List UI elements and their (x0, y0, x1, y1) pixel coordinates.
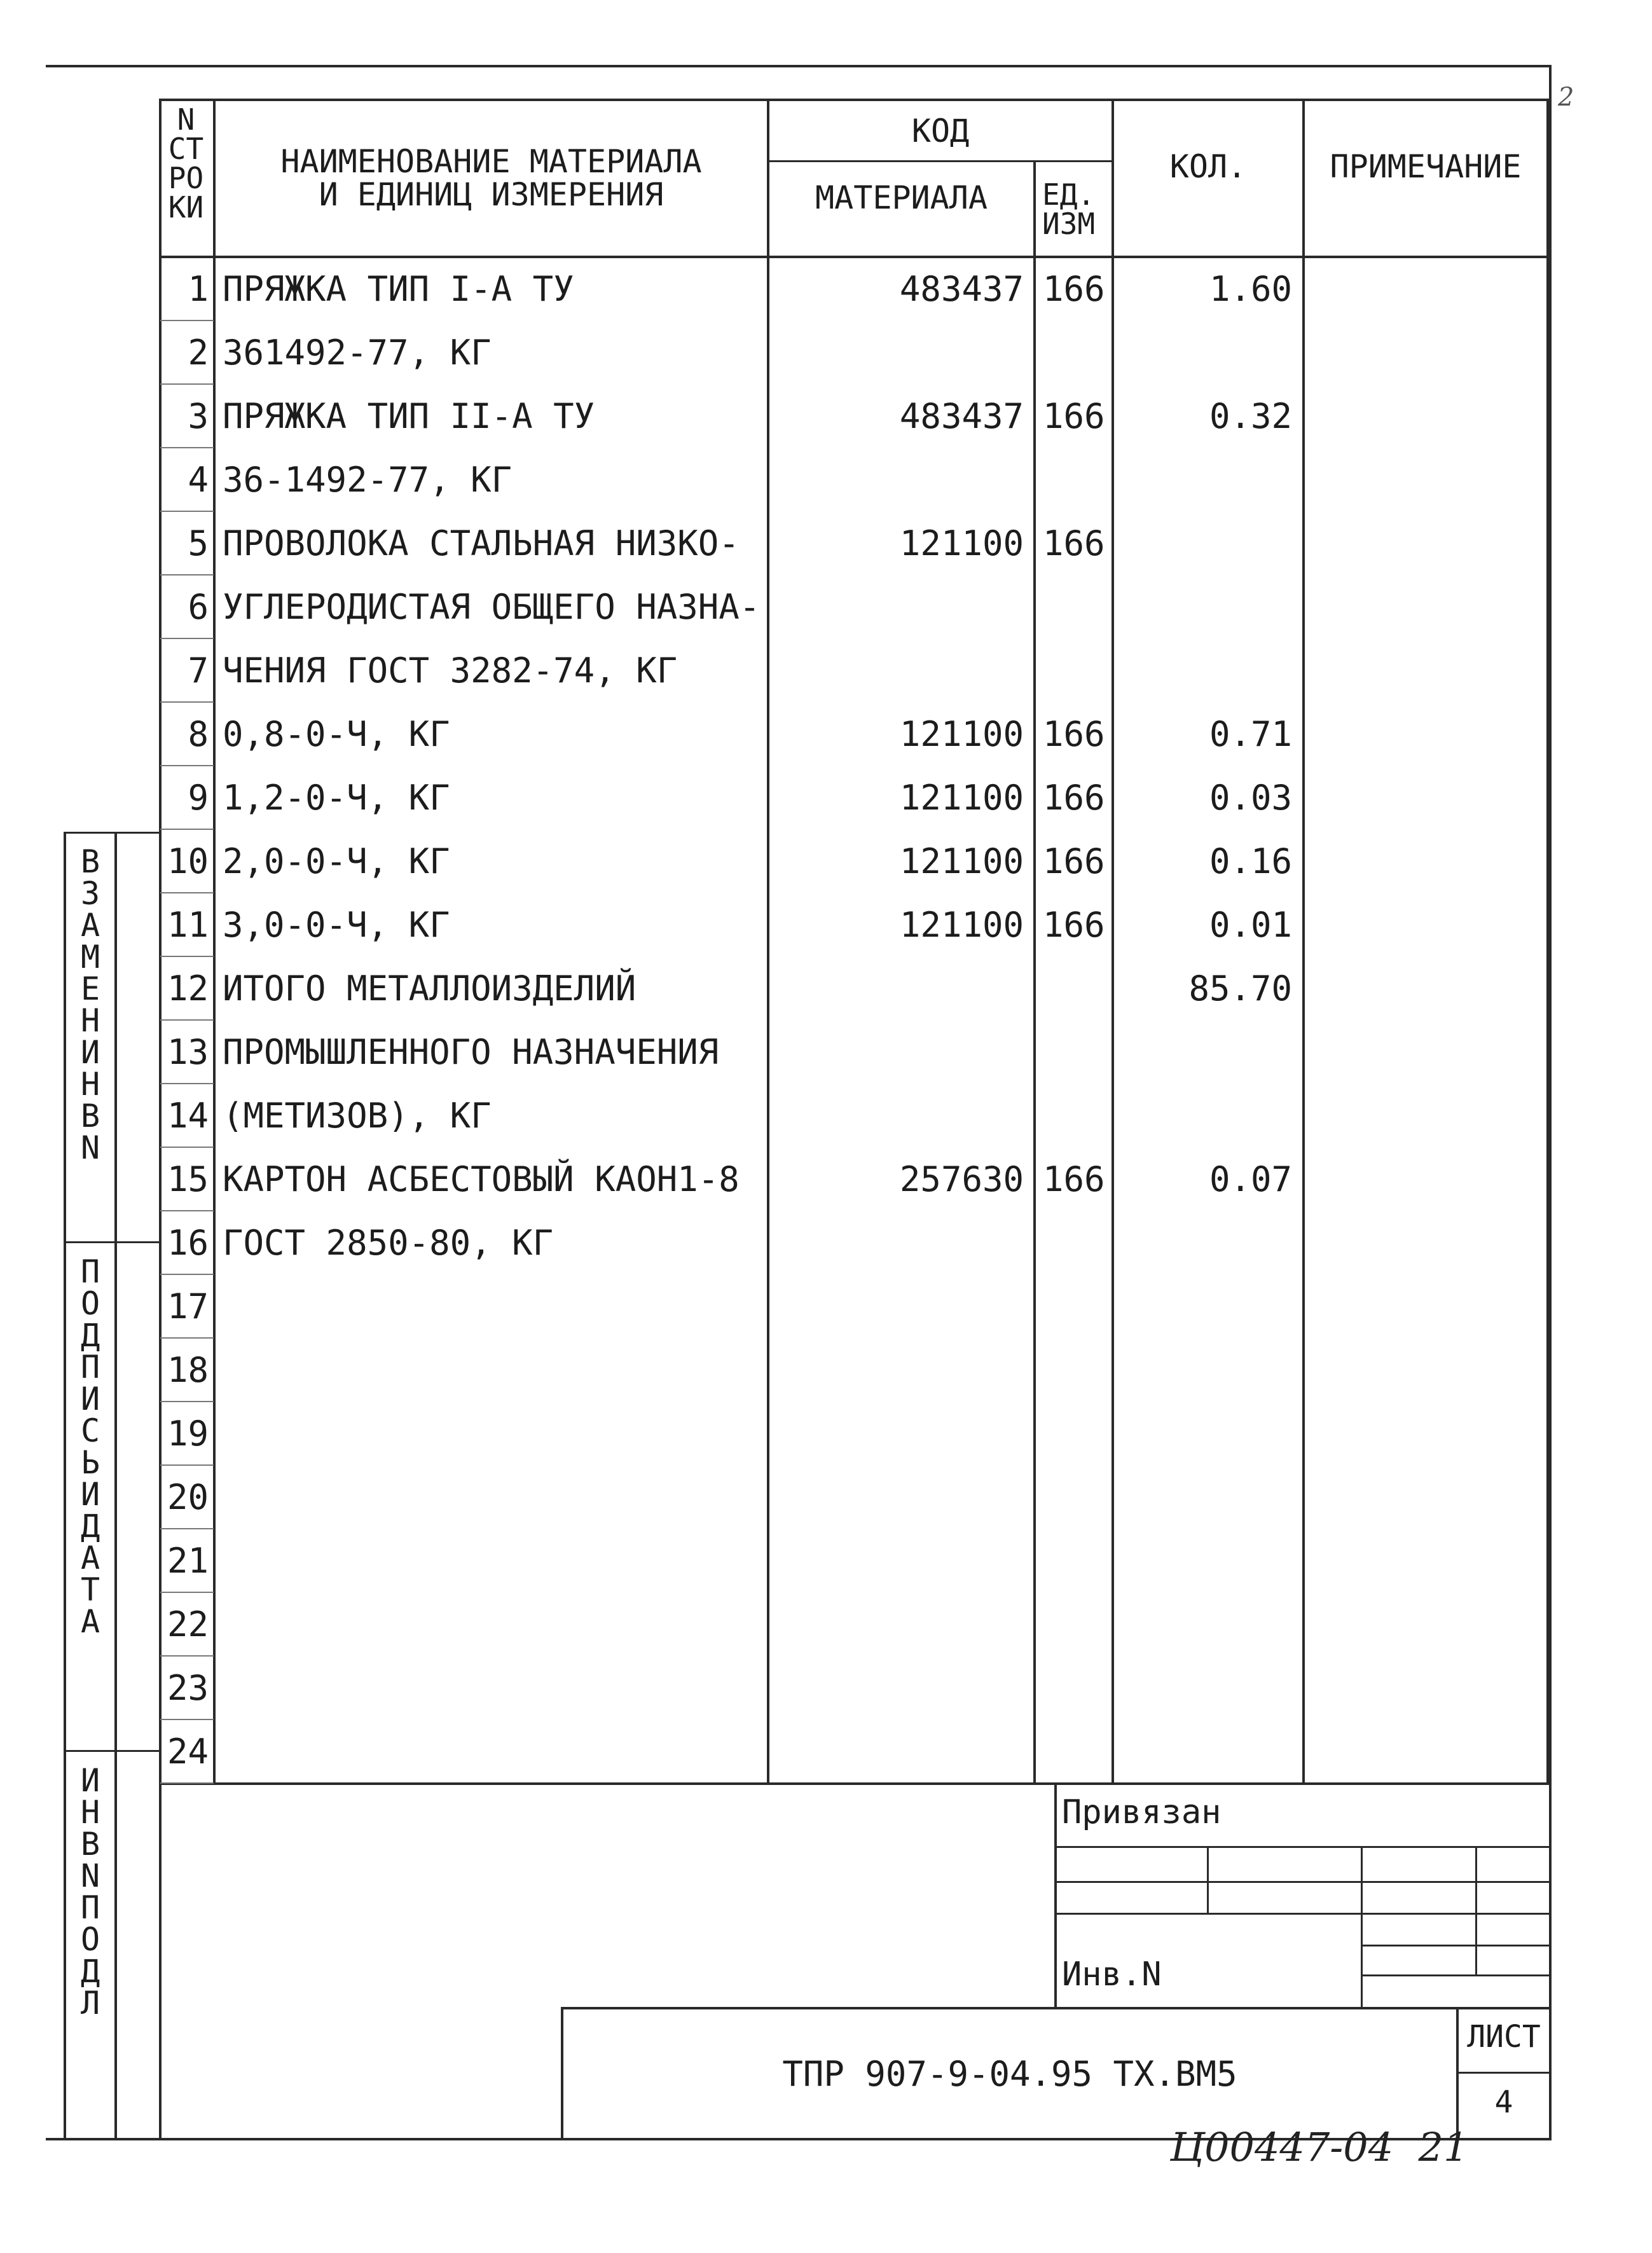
row-quantity: 0.07 (1209, 1159, 1292, 1199)
row-material-name: 2,0-0-Ч, КГ (223, 841, 450, 881)
row-material-name: ПРОМЫШЛЕННОГО НАЗНАЧЕНИЯ (223, 1032, 719, 1072)
row-number: 18 (167, 1350, 209, 1390)
row-material-name (223, 1339, 763, 1402)
row-quantity (1114, 1466, 1292, 1529)
row-unit (1043, 1657, 1110, 1720)
row-number: 10 (167, 841, 209, 881)
row-material-code (769, 1657, 1024, 1720)
stamp-vert-1 (1054, 1782, 1057, 2009)
row-material-code (769, 321, 1024, 385)
stamp-sheet-number: 4 (1494, 2084, 1513, 2120)
header-unit: ЕД. ИЗМ (1042, 177, 1096, 241)
row-number: 6 (188, 587, 209, 627)
row-unit (1043, 1275, 1110, 1339)
side-strip-mid (114, 832, 117, 2140)
row-quantity (1114, 1084, 1292, 1148)
side-label-sign-date: ПОДПИСЬ И ДАТА (80, 1253, 100, 1640)
row-unit (1043, 1084, 1110, 1148)
row-unit: 166 (1043, 841, 1105, 881)
row-material-name: ПРОВОЛОКА СТАЛЬНАЯ НИЗКО- (223, 523, 740, 563)
col-line-3 (1033, 160, 1036, 1784)
row-unit (1043, 1529, 1110, 1593)
row-material-name (223, 1593, 763, 1657)
row-material-name: ГОСТ 2850-80, КГ (223, 1223, 554, 1263)
row-material-code (769, 1593, 1024, 1657)
row-material-name: ЧЕНИЯ ГОСТ 3282-74, КГ (223, 651, 678, 691)
row-quantity: 0.01 (1209, 905, 1292, 945)
stamp-v-a (1207, 1846, 1209, 1913)
row-material-code: 483437 (899, 269, 1024, 309)
row-quantity (1114, 1402, 1292, 1466)
row-number: 13 (167, 1032, 209, 1072)
row-unit (1043, 1593, 1110, 1657)
row-material-code: 483437 (899, 396, 1024, 436)
row-separator (160, 1782, 214, 1784)
row-number: 20 (167, 1477, 209, 1517)
stamp-bound-label: Привязан (1062, 1793, 1222, 1831)
row-unit: 166 (1043, 905, 1105, 945)
row-number: 5 (188, 523, 209, 563)
row-material-name: 0,8-0-Ч, КГ (223, 714, 450, 754)
row-material-name: ПРЯЖКА ТИП I-А ТУ (223, 269, 574, 309)
col-line-1 (213, 99, 216, 1784)
row-quantity (1114, 448, 1292, 512)
row-unit (1043, 321, 1110, 385)
side-strip-div-2 (64, 1750, 162, 1752)
table-top-border (159, 99, 1549, 101)
row-material-name (223, 1657, 763, 1720)
row-quantity (1114, 1339, 1292, 1402)
side-strip-div-1 (64, 1241, 162, 1243)
row-material-code: 121100 (899, 523, 1024, 563)
row-quantity (1114, 639, 1292, 703)
row-material-name (223, 1402, 763, 1466)
row-quantity (1114, 321, 1292, 385)
stamp-h-4 (1361, 1945, 1549, 1946)
row-material-name (223, 1275, 763, 1339)
row-quantity: 0.03 (1209, 778, 1292, 818)
row-unit (1043, 1339, 1110, 1402)
row-material-code (769, 1402, 1024, 1466)
row-unit (1043, 1466, 1110, 1529)
row-unit: 166 (1043, 523, 1105, 563)
row-number: 23 (167, 1668, 209, 1708)
row-number: 19 (167, 1414, 209, 1454)
header-material-name: НАИМЕНОВАНИЕ МАТЕРИАЛА И ЕДИНИЦ ИЗМЕРЕНИЯ (280, 143, 702, 213)
side-strip-top (64, 832, 162, 834)
stamp-h-5 (1361, 1974, 1549, 1976)
row-material-code (769, 1529, 1024, 1593)
row-quantity (1114, 512, 1292, 575)
stamp-inv-number-label: Инв.N (1062, 1955, 1162, 1994)
row-number: 8 (188, 714, 209, 754)
row-number: 16 (167, 1223, 209, 1263)
row-unit: 166 (1043, 396, 1105, 436)
row-number: 2 (188, 333, 209, 373)
row-number: 14 (167, 1096, 209, 1136)
row-quantity: 1.60 (1209, 269, 1292, 309)
row-material-code (769, 1211, 1024, 1275)
top-rule (46, 65, 1550, 67)
row-material-code: 121100 (899, 841, 1024, 881)
stamp-v-b (1361, 1846, 1363, 2009)
row-number: 17 (167, 1286, 209, 1326)
row-quantity: 85.70 (1188, 968, 1292, 1009)
row-material-code: 121100 (899, 778, 1024, 818)
header-material-code: МАТЕРИАЛА (815, 179, 988, 216)
row-material-code: 257630 (899, 1159, 1024, 1199)
right-border (1549, 65, 1552, 2139)
header-row-number: N СТ РО КИ (168, 102, 204, 224)
row-material-code (769, 957, 1024, 1021)
row-quantity (1114, 1720, 1292, 1784)
stamp-sheet-label: ЛИСТ (1467, 2019, 1541, 2055)
row-quantity (1114, 1529, 1292, 1593)
row-unit (1043, 957, 1110, 1021)
row-unit (1043, 1211, 1110, 1275)
row-number: 11 (167, 905, 209, 945)
row-material-code: 121100 (899, 905, 1024, 945)
row-quantity: 0.16 (1209, 841, 1292, 881)
row-number: 3 (188, 396, 209, 436)
row-unit (1043, 448, 1110, 512)
row-material-code (769, 448, 1024, 512)
corner-page-mark: 2 (1558, 83, 1574, 112)
stamp-v-c (1475, 1846, 1477, 1976)
row-quantity (1114, 1211, 1292, 1275)
side-strip-left (64, 832, 66, 2140)
row-material-code (769, 1021, 1024, 1084)
row-unit (1043, 575, 1110, 639)
row-material-code: 121100 (899, 714, 1024, 754)
row-unit: 166 (1043, 1159, 1105, 1199)
row-quantity: 0.32 (1209, 396, 1292, 436)
row-unit (1043, 639, 1110, 703)
row-material-name: 361492-77, КГ (223, 333, 492, 373)
row-number: 4 (188, 460, 209, 500)
row-unit (1043, 1720, 1110, 1784)
row-material-code (769, 1084, 1024, 1148)
row-unit (1043, 1402, 1110, 1466)
row-unit (1043, 1021, 1110, 1084)
row-unit: 166 (1043, 778, 1105, 818)
header-code: КОД (911, 113, 970, 149)
row-quantity (1114, 1657, 1292, 1720)
handwritten-inventory-mark: Ц00447-04 21 (1170, 2124, 1469, 2170)
row-material-name: УГЛЕРОДИСТАЯ ОБЩЕГО НАЗНА- (223, 587, 761, 627)
row-material-name: (МЕТИЗОВ), КГ (223, 1096, 492, 1136)
row-material-name: 3,0-0-Ч, КГ (223, 905, 450, 945)
row-material-name: КАРТОН АСБЕСТОВЫЙ КАОН1-8 (223, 1159, 740, 1199)
row-quantity (1114, 575, 1292, 639)
stamp-main-top (561, 2007, 1549, 2009)
row-material-code (769, 575, 1024, 639)
header-quantity: КОЛ. (1169, 148, 1247, 185)
row-material-name: ИТОГО МЕТАЛЛОИЗДЕЛИЙ (223, 968, 637, 1009)
side-label-inv-orig: ИНВ N ПОДЛ (80, 1762, 100, 2022)
row-quantity: 0.71 (1209, 714, 1292, 754)
row-material-code (769, 1720, 1024, 1784)
row-number: 22 (167, 1604, 209, 1644)
row-quantity (1114, 1021, 1292, 1084)
row-unit: 166 (1043, 714, 1105, 754)
row-number: 21 (167, 1541, 209, 1581)
stamp-designation: ТПР 907-9-04.95 ТХ.ВМ5 (782, 2054, 1237, 2094)
header-note: ПРИМЕЧАНИЕ (1330, 148, 1522, 185)
row-quantity (1114, 1593, 1292, 1657)
row-material-name (223, 1720, 763, 1784)
row-unit: 166 (1043, 269, 1105, 309)
row-number: 7 (188, 651, 209, 691)
code-subheader-rule (767, 160, 1113, 162)
row-material-code (769, 1275, 1024, 1339)
row-number: 9 (188, 778, 209, 818)
row-material-code (769, 1339, 1024, 1402)
row-number: 24 (167, 1732, 209, 1772)
stamp-sheet-mid (1456, 2072, 1549, 2074)
row-number: 1 (188, 269, 209, 309)
col-line-5 (1302, 99, 1305, 1784)
table-right-border (1546, 99, 1549, 1784)
row-material-name: 1,2-0-Ч, КГ (223, 778, 450, 818)
row-quantity (1114, 1275, 1292, 1339)
row-material-code (769, 639, 1024, 703)
row-material-name: ПРЯЖКА ТИП II-А ТУ (223, 396, 595, 436)
row-material-name: 36-1492-77, КГ (223, 460, 513, 500)
row-material-name (223, 1529, 763, 1593)
row-material-name (223, 1466, 763, 1529)
row-number: 15 (167, 1159, 209, 1199)
side-label-replace-inv: ВЗАМЕН ИНВ N (80, 843, 100, 1166)
row-material-code (769, 1466, 1024, 1529)
row-number: 12 (167, 968, 209, 1009)
